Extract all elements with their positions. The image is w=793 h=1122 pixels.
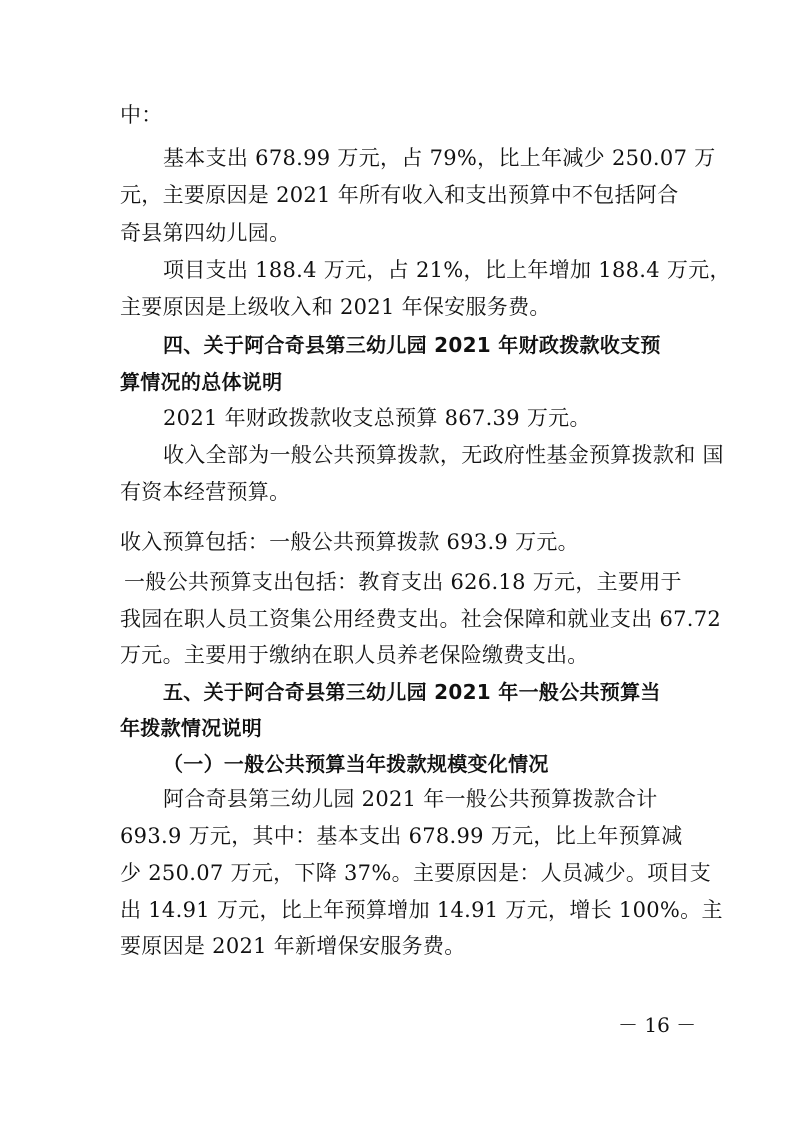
- text-line: 阿合奇县第三幼儿园 2021 年一般公共预算拨款合计: [163, 787, 658, 811]
- text-line: 万元。主要用于缴纳在职人员养老保险缴费支出。: [120, 643, 589, 667]
- section-heading: 四、关于阿合奇县第三幼儿园 2021 年财政拨款收支预: [163, 333, 661, 357]
- text-line: 2021 年财政拨款收支总预算 867.39 万元。: [163, 406, 591, 430]
- section-heading-continued: 年拨款情况说明: [120, 716, 263, 740]
- text-line: 我园在职人员工资集公用经费支出。社会保障和就业支出 67.72: [120, 607, 722, 631]
- section-heading-continued: 算情况的总体说明: [120, 370, 283, 394]
- text-line: 基本支出 678.99 万元，占 79%，比上年减少 250.07 万: [163, 146, 716, 170]
- text-line: 收入全部为一般公共预算拨款，无政府性基金预算拨款和 国: [163, 443, 724, 467]
- text-line: 奇县第四幼儿园。: [120, 221, 291, 245]
- text-line: 要原因是 2021 年新增保安服务费。: [120, 934, 466, 958]
- page-number: － 16 －: [618, 1013, 697, 1037]
- text-line: 主要原因是上级收入和 2021 年保安服务费。: [120, 295, 551, 319]
- section-heading: 五、关于阿合奇县第三幼儿园 2021 年一般公共预算当: [163, 680, 661, 704]
- text-line: 少 250.07 万元，下降 37%。主要原因是：人员减少。项目支: [120, 861, 712, 885]
- text-line: 693.9 万元，其中：基本支出 678.99 万元，比上年预算减: [120, 824, 683, 848]
- text-line: 项目支出 188.4 万元，占 21%，比上年增加 188.4 万元，: [163, 258, 731, 282]
- text-line: 中：: [120, 103, 163, 127]
- text-line: 出 14.91 万元，比上年预算增加 14.91 万元，增长 100%。主: [120, 898, 723, 922]
- subsection-heading: （一）一般公共预算当年拨款规模变化情况: [163, 752, 549, 776]
- text-line: 一般公共预算支出包括：教育支出 626.18 万元，主要用于: [124, 570, 682, 594]
- text-line: 收入预算包括：一般公共预算拨款 693.9 万元。: [120, 530, 579, 554]
- text-line: 有资本经营预算。: [120, 480, 291, 504]
- text-line: 元，主要原因是 2021 年所有收入和支出预算中不包括阿合: [120, 183, 679, 207]
